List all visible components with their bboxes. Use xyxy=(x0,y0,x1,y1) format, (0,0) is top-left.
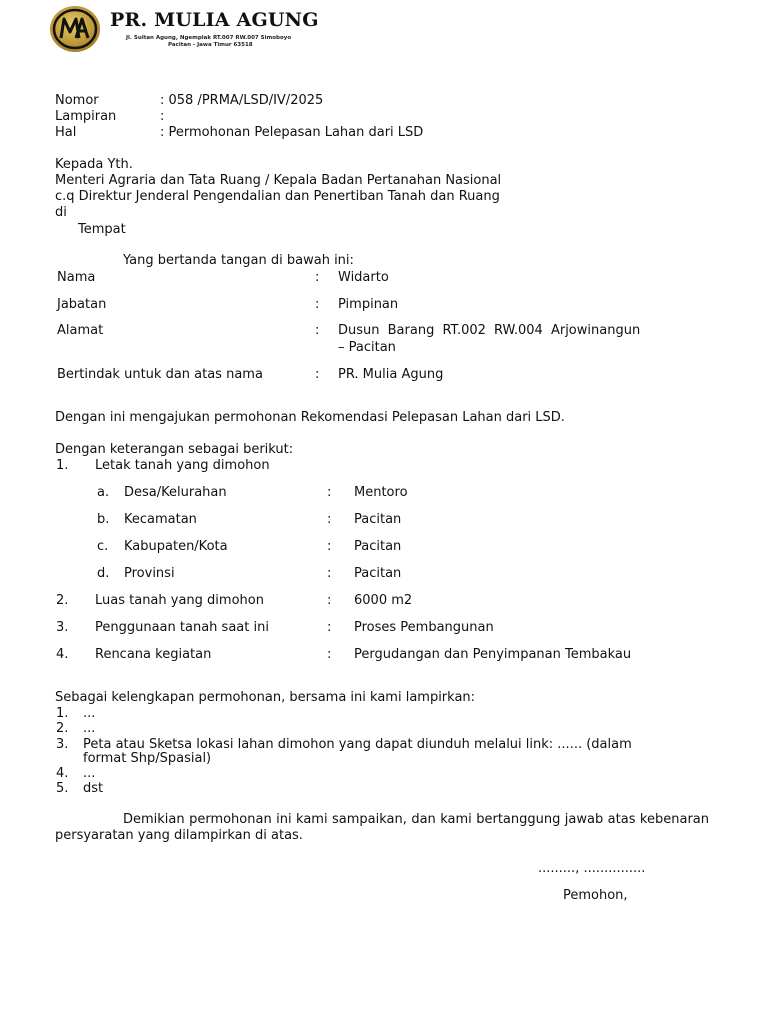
subitem-colon: : xyxy=(327,512,332,527)
recipient-line-4: Tempat xyxy=(78,222,126,237)
detail-item-label: Penggunaan tanah saat ini xyxy=(95,620,269,635)
signer-colon: : xyxy=(315,297,320,312)
attachment-number: 5. xyxy=(56,781,69,796)
logo-emblem-icon xyxy=(49,5,101,53)
intro-text: Yang bertanda tangan di bawah ini: xyxy=(123,253,354,268)
recipient-line-1: Menteri Agraria dan Tata Ruang / Kepala Badan Pertanahan Nasional xyxy=(55,173,502,188)
detail-item-label: Rencana kegiatan xyxy=(95,647,212,662)
subitem-value: Mentoro xyxy=(354,485,408,500)
detail-item-value: Proses Pembangunan xyxy=(354,620,494,635)
recipient-line-2: c.q Direktur Jenderal Pengendalian dan Penertiban Tanah dan Ruang xyxy=(55,189,500,204)
detail-item-label: Letak tanah yang dimohon xyxy=(95,458,270,473)
subitem-colon: : xyxy=(327,539,332,554)
signer-value-jabatan: Pimpinan xyxy=(338,297,399,312)
meta-label-nomor: Nomor xyxy=(55,93,99,108)
subitem-value: Pacitan xyxy=(354,566,402,581)
subitem-label: Provinsi xyxy=(124,566,175,581)
attachment-number: 2. xyxy=(56,721,69,736)
attachment-text: ... xyxy=(83,721,96,736)
detail-item-number: 1. xyxy=(56,458,69,473)
attachment-text: ... xyxy=(83,766,96,781)
attachment-text: dst xyxy=(83,781,104,796)
subitem-label: Kabupaten/Kota xyxy=(124,539,228,554)
signer-label-alamat: Alamat xyxy=(57,323,104,338)
detail-item-number: 3. xyxy=(56,620,69,635)
detail-item-number: 2. xyxy=(56,593,69,608)
detail-item-colon: : xyxy=(327,620,332,635)
subitem-value: Pacitan xyxy=(354,539,402,554)
meta-value-hal: : Permohonan Pelepasan Lahan dari LSD xyxy=(160,125,424,140)
details-intro: Dengan keterangan sebagai berikut: xyxy=(55,442,294,457)
signer-label-nama: Nama xyxy=(57,270,96,285)
detail-item-value: 6000 m2 xyxy=(354,593,413,608)
subitem-colon: : xyxy=(327,485,332,500)
place-date: ........., ............... xyxy=(538,861,646,876)
signature-label: Pemohon, xyxy=(563,888,628,903)
subitem-letter: d. xyxy=(97,566,110,581)
attachment-number: 3. xyxy=(56,737,69,752)
detail-item-value: Pergudangan dan Penyimpanan Tembakau xyxy=(354,647,632,662)
subitem-letter: b. xyxy=(97,512,110,527)
subitem-label: Desa/Kelurahan xyxy=(124,485,227,500)
attachment-number: 1. xyxy=(56,706,69,721)
attachment-text-cont: format Shp/Spasial) xyxy=(83,751,212,766)
attachment-text: ... xyxy=(83,706,96,721)
signer-colon: : xyxy=(315,367,320,382)
subitem-letter: a. xyxy=(97,485,110,500)
signer-value-bertindak: PR. Mulia Agung xyxy=(338,367,444,382)
signer-label-jabatan: Jabatan xyxy=(57,297,107,312)
signer-value-alamat-cont: – Pacitan xyxy=(338,340,396,355)
detail-item-colon: : xyxy=(327,593,332,608)
signer-value-alamat: Dusun Barang RT.002 RW.004 Arjowinangun xyxy=(338,323,641,338)
subitem-letter: c. xyxy=(97,539,109,554)
recipient-greeting: Kepada Yth. xyxy=(55,157,133,172)
company-address-line-1: Jl. Sultan Agung, Ngemplak RT.007 RW.007 Simoboyo xyxy=(126,35,292,41)
company-logo xyxy=(49,5,101,53)
signer-colon: : xyxy=(315,323,320,338)
detail-item-colon: : xyxy=(327,647,332,662)
closing-paragraph: Demikian permohonan ini kami sampaikan, dan kami bertanggung jawab atas kebenaran persyaratan yang dilampirkan di atas. xyxy=(55,812,709,843)
attachments-intro: Sebagai kelengkapan permohonan, bersama ini kami lampirkan: xyxy=(55,690,476,705)
subitem-value: Pacitan xyxy=(354,512,402,527)
signer-colon: : xyxy=(315,270,320,285)
attachment-text: Peta atau Sketsa lokasi lahan dimohon yang dapat diunduh melalui link: ...... (dalam xyxy=(83,737,632,752)
request-statement: Dengan ini mengajukan permohonan Rekomendasi Pelepasan Lahan dari LSD. xyxy=(55,410,565,425)
detail-item-label: Luas tanah yang dimohon xyxy=(95,593,264,608)
company-name: PR. MULIA AGUNG xyxy=(110,9,319,31)
meta-value-lampiran: : xyxy=(160,109,165,124)
meta-label-lampiran: Lampiran xyxy=(55,109,117,124)
meta-value-nomor: : 058 /PRMA/LSD/IV/2025 xyxy=(160,93,324,108)
signer-label-bertindak: Bertindak untuk dan atas nama xyxy=(57,367,263,382)
signer-value-nama: Widarto xyxy=(338,270,389,285)
subitem-colon: : xyxy=(327,566,332,581)
detail-item-number: 4. xyxy=(56,647,69,662)
meta-label-hal: Hal xyxy=(55,125,77,140)
company-address-line-2: Pacitan - Jawa Timur 63518 xyxy=(168,42,253,48)
subitem-label: Kecamatan xyxy=(124,512,197,527)
attachment-number: 4. xyxy=(56,766,69,781)
recipient-line-3: di xyxy=(55,205,67,220)
